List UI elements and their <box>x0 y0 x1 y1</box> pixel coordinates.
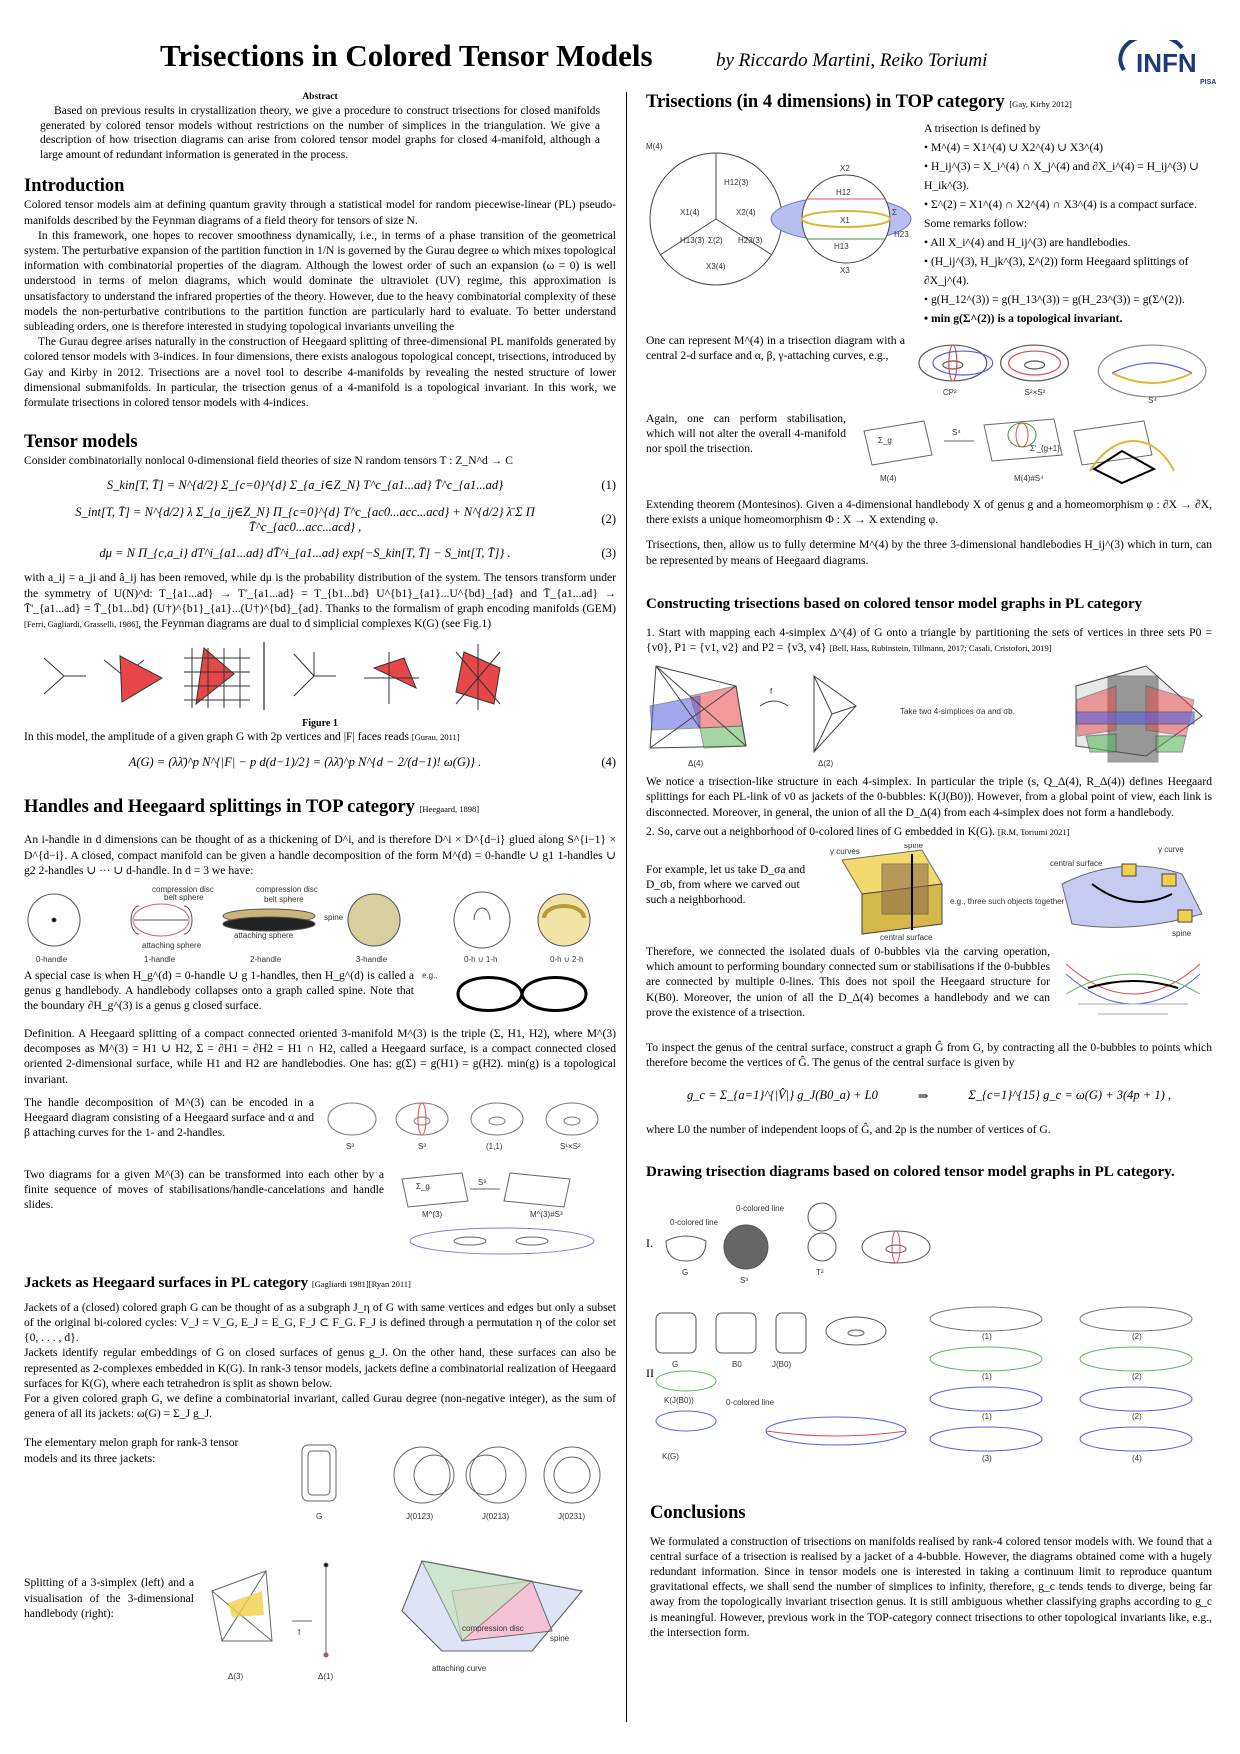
svg-text:G: G <box>682 1267 689 1277</box>
trisection-diagram-text: One can represent M^(4) in a trisection diagram with a central 2-d surface and α, β, γ-attaching curves, e.g., <box>646 334 906 363</box>
figure-1 <box>24 638 616 714</box>
definition-intro: A trisection is defined by <box>924 122 1041 135</box>
svg-text:S⁴: S⁴ <box>1148 395 1157 403</box>
svg-text:S¹×S²: S¹×S² <box>560 1141 581 1151</box>
svg-text:M(4): M(4) <box>646 142 663 151</box>
svg-text:spine: spine <box>324 913 344 923</box>
svg-text:0-colored line: 0-colored line <box>736 1203 785 1213</box>
simplex-split-figure <box>202 1531 612 1691</box>
svg-text:belt sphere: belt sphere <box>164 893 204 903</box>
trisection-determine-text: Trisections, then, allow us to fully determine M^(4) by the three 3-dimensional handlebodies H_ij^(3) which in turn, can be represented by means of Heegaard diagrams. <box>646 538 1212 567</box>
remark-4: • min g(Σ^(2)) is a topological invariant. <box>924 312 1123 325</box>
amplitude-text: In this model, the amplitude of a given graph G with 2p vertices and |F| faces reads [Gurau, 2011] <box>24 730 460 744</box>
trisection-definition <box>924 119 1212 328</box>
introduction-section <box>24 176 616 410</box>
drawing-section <box>646 1164 1212 1491</box>
genus-text: To inspect the genus of the central surface, construct a graph Ĝ from G, by contracting all the 0-bubbles to points which therefore become the vertices of Ĝ. The genus of the central surface is given by <box>646 1041 1212 1070</box>
jackets-heading: Jackets as Heegaard surfaces in PL category [Gagliardi 1981][Ryan 2011] <box>24 1274 411 1291</box>
carve-row <box>646 844 1212 940</box>
tensor-models-heading: Tensor models <box>24 432 138 453</box>
remarks-intro: Some remarks follow: <box>924 217 1028 230</box>
svg-text:Σ'_{g+1}: Σ'_{g+1} <box>1030 444 1060 453</box>
tensor-intro: Consider combinatorially nonlocal 0-dimensional field theories of size N random tensors T : Z_N^d → C <box>24 454 513 468</box>
svg-text:J(B0): J(B0) <box>772 1359 792 1369</box>
svg-text:0-h ∪ 1-h: 0-h ∪ 1-h <box>464 955 498 965</box>
handlebody-row <box>24 968 616 1020</box>
conclusions-section <box>646 1503 1212 1640</box>
svg-text:attaching sphere: attaching sphere <box>234 931 294 941</box>
handles-paragraph-4: The handle decomposition of M^(3) can be encoded in a Heegaard diagram consisting of a Heegaard surface and α and β attaching curves for the 1- and 2-handles. <box>24 1095 314 1140</box>
jackets-paragraph-3: For a given colored graph G, we define a combinatorial invariant, called Gurau degree (non-negative integer), as the sum of genera of all its jackets: ω(G) = Σ_J g_J. <box>24 1392 616 1421</box>
svg-text:M^(3)#S³: M^(3)#S³ <box>530 1209 563 1219</box>
svg-text:e.g.,: e.g., <box>422 971 438 981</box>
figure-1-caption: Figure 1 <box>302 718 338 730</box>
trisection-diagram-examples <box>913 333 1212 403</box>
poster-title: Trisections in Colored Tensor Models <box>160 38 653 73</box>
remark-3: • g(H_12^(3)) = g(H_13^(3)) = g(H_23^(3)) = g(Σ^(2)). <box>924 293 1185 306</box>
trisection-diagram-row <box>646 333 1212 403</box>
carve-text: For example, let us take D_σa and D_σb, from where we carved out such a neighborhood. <box>646 863 806 907</box>
svg-text:H12: H12 <box>836 188 851 197</box>
heegaard-diagram-row <box>24 1095 616 1153</box>
logo-sub: PISA <box>1200 79 1217 86</box>
svg-text:S³: S³ <box>740 1275 748 1285</box>
handles-paragraph-2: A special case is when H_g^(d) = 0-handle ∪ g 1-handles, then H_g^(d) is called a genus g handlebody. A handlebody collapses onto a graph called spine. Note that the boundary ∂H_g^(3) is a genus g closed surface. <box>24 969 414 1013</box>
svg-text:S⁴: S⁴ <box>952 428 961 437</box>
svg-text:(2): (2) <box>1132 1411 1142 1421</box>
svg-text:spine: spine <box>904 844 924 851</box>
trisection-figures <box>646 119 916 329</box>
svg-text:M(4)#S⁴: M(4)#S⁴ <box>1014 474 1044 483</box>
svg-text:Δ(2): Δ(2) <box>818 759 834 769</box>
handles-paragraph-5: Two diagrams for a given M^(3) can be transformed into each other by a finite sequence of moves of stabilisations/handle-cancelations and handle slides. <box>24 1167 384 1212</box>
svg-text:spine: spine <box>1172 929 1192 939</box>
svg-text:(4): (4) <box>1132 1453 1142 1463</box>
svg-text:H13(3): H13(3) <box>680 236 705 245</box>
split-text: Splitting of a 3-simplex (left) and a visualisation of the 3-dimensional handlebody (right): <box>24 1576 194 1620</box>
svg-text:3-handle: 3-handle <box>356 955 388 965</box>
svg-text:X1: X1 <box>840 216 850 225</box>
column-divider <box>626 92 627 1722</box>
svg-text:H23(3): H23(3) <box>738 236 763 245</box>
definition-bullet-3: • Σ^(2) = X1^(4) ∩ X2^(4) ∩ X3^(4) is a compact surface. <box>924 198 1197 211</box>
definition-bullet-1: • M^(4) = X1^(4) ∪ X2^(4) ∪ X3^(4) <box>924 141 1103 154</box>
right-column <box>646 92 1212 1640</box>
svg-text:G: G <box>316 1512 323 1522</box>
svg-text:J(0213): J(0213) <box>482 1512 510 1522</box>
tensor-models-section <box>24 432 616 779</box>
svg-text:compression disc: compression disc <box>152 885 214 895</box>
intro-paragraph-2: In this framework, one hopes to recover smoothness dynamically, i.e., in terms of a phase transition of the geometrical system. The perturbative expansion of the partition function in 1/N is governed by the Gurau degree ω which mixes topological information with combinatorial properties of the diagram. Although the lowest order of such an expansion (ω = 0) is well understood in terms of melon diagrams, which would dominate the ultraviolet (UV) regime, this approximation is unsatisfactory to understand the infrared properties of the theory. However, due to the heavy combinatorial complexity of these models the non-perturbative contributions to the partition function are particularly hard to evaluate. To better understand subleading orders, one is therefore interested in studying topological invariants unveiling the <box>24 228 616 333</box>
svg-text:(3): (3) <box>982 1453 992 1463</box>
connect-figure <box>1058 944 1208 1032</box>
equation-2: S_int[T, T̄] = N^{d/2} λ Σ_{a_ij∈Z_N} Π_{c=0}^{d} T^c_{ac0...acc...acd} + N^{d/2} λ̄ Σ Π T̄^c_{ac0...acc...acd} , (2) <box>75 504 616 534</box>
trisection-stab-figure <box>854 411 1194 489</box>
carve-figure <box>822 844 1212 940</box>
svg-text:belt sphere: belt sphere <box>264 895 304 905</box>
svg-text:compression disc: compression disc <box>256 885 318 895</box>
melon-text: The elementary melon graph for rank-3 tensor models and its three jackets: <box>24 1436 239 1465</box>
svg-text:B0: B0 <box>732 1359 742 1369</box>
equation-3: dμ = N Π_{c,a_i} dT^i_{a1...ad} dT̄^i_{a1...ad} exp{−S_kin[T, T̄] − S_int[T, T̄]} . (3) <box>99 545 616 560</box>
svg-text:I.: I. <box>646 1235 653 1250</box>
svg-text:S³: S³ <box>478 1177 486 1187</box>
svg-text:0-colored line: 0-colored line <box>670 1217 719 1227</box>
trisections-heading: Trisections (in 4 dimensions) in TOP category [Gay, Kirby 2012] <box>646 92 1072 112</box>
handles-figure <box>24 878 616 968</box>
handles-section <box>24 797 616 1258</box>
jackets-paragraph-2: Jackets identify regular embeddings of G on closed surfaces of genus g_J. On the other hand, these surfaces can also be represented as 2-complexes embedded in K(G). In rank-3 tensor models, jackets define a combinatorial realization of Heegaard surfaces for K(G), where each tetrahedron is split as shown below. <box>24 1346 616 1390</box>
svg-text:0-colored line: 0-colored line <box>726 1397 775 1407</box>
stabilisation-row <box>24 1167 616 1259</box>
infn-logo <box>1116 40 1226 88</box>
poster-authors: by Riccardo Martini, Reiko Toriumi <box>716 50 988 71</box>
svg-text:attaching curve: attaching curve <box>432 1664 487 1674</box>
step-2-text: 2. So, carve out a neighborhood of 0-colored lines of G embedded in K(G). [R.M, Toriumi 2021] <box>646 824 1070 838</box>
svg-text:Σ(2): Σ(2) <box>708 236 723 245</box>
svg-text:X3: X3 <box>840 266 850 275</box>
handles-paragraph-1: An i-handle in d dimensions can be thought of as a thickening of D^i, and is therefore D^i × D^{d−i} glued along S^{i−1} × D^{d−i}. A closed, compact manifold can be given a handle decomposition of the form M^(d) = 0-handle ∪ g1 1-handles ∪ g2 2-handles ∪ ··· ∪ d-handle. In d = 3 we have: <box>24 833 616 877</box>
remark-1: • All X_i^(4) and H_ij^(3) are handlebodies. <box>924 236 1131 249</box>
stabilisation-figure <box>392 1167 612 1259</box>
svg-text:X1(4): X1(4) <box>680 208 700 217</box>
svg-text:e.g., three such objects toget: e.g., three such objects together <box>950 897 1065 907</box>
svg-text:spine: spine <box>550 1634 570 1644</box>
jackets-paragraph-1: Jackets of a (closed) colored graph G can be thought of as a subgraph J_η of G with same vertices and edges but only a subset of the original bi-colored cycles: V_J = V_G, E_J = E_G, F_J ⊂ F_G. F_J is defined through a permutation η of the color set {0, . . . , d}. <box>24 1300 616 1345</box>
svg-text:Σ: Σ <box>892 208 897 217</box>
remark-2: • (H_ij^(3), H_jk^(3), Σ^(2)) form Heegaard splittings of ∂X_j^(4). <box>924 255 1189 287</box>
abstract-heading: Abstract <box>302 92 338 102</box>
svg-text:0-h ∪ 2-h: 0-h ∪ 2-h <box>550 955 584 965</box>
svg-text:(2): (2) <box>1132 1331 1142 1341</box>
drawing-figure <box>646 1191 1212 1491</box>
svg-text:1-handle: 1-handle <box>144 955 176 965</box>
svg-text:(1): (1) <box>982 1411 992 1421</box>
svg-text:γ curve: γ curve <box>1158 845 1184 855</box>
svg-text:f: f <box>770 687 773 697</box>
jackets-section <box>24 1275 616 1692</box>
constructing-section <box>646 596 1212 1138</box>
svg-text:central surface: central surface <box>1050 859 1103 869</box>
abstract-section <box>24 92 616 162</box>
svg-text:X3(4): X3(4) <box>706 262 726 271</box>
trisections-section <box>646 92 1212 568</box>
svg-text:K(J(B0)): K(J(B0)) <box>664 1395 694 1405</box>
svg-text:T²: T² <box>816 1267 824 1277</box>
equation-1: S_kin[T, T̄] = N^{d/2} Σ_{c=0}^{d} Σ_{a_i∈Z_N} T^c_{a1...ad} T̄^c_{a1...ad} (1) <box>106 477 616 493</box>
conclusions-heading: Conclusions <box>650 1502 746 1523</box>
equation-4: A(G) = (λλ̄)^p N^{|F| − p d(d−1)/2} = (λλ̄)^p N^{d − 2/(d−1)! ω(G)} . (4) <box>128 754 616 769</box>
logo-text: INFN <box>1136 48 1197 78</box>
svg-text:Σ_g: Σ_g <box>416 1181 430 1191</box>
svg-text:attaching sphere: attaching sphere <box>142 941 202 951</box>
svg-text:Σ_g: Σ_g <box>878 436 892 445</box>
intro-paragraph-3: The Gurau degree arises naturally in the construction of Heegaard splitting of three-dimensional PL manifolds generated by colored tensor models with 3-indices. In four dimensions, there exists analogous topological concept, trisections, introduced by Gay and Kirby in 2012. Trisections are a novel tool to describe 4-manifolds by revealing the nested structure of lower dimensional submanifolds. In particular, the trisection genus of a 4-manifold is a topological invariant. In this work, we formulate trisections in colored tensor models with 4-indices. <box>24 335 616 410</box>
svg-text:(1,1): (1,1) <box>486 1141 503 1151</box>
svg-text:central surface: central surface <box>880 933 933 941</box>
left-column <box>24 92 616 1691</box>
genus-two-surface <box>422 968 612 1020</box>
heegaard-diagrams-figure <box>322 1095 612 1153</box>
intro-paragraph-1: Colored tensor models aim at defining quantum gravity through a statistical model for random piecewise-linear (PL) pseudo-manifolds described by the Feynman diagrams of a field theory for tensors of size N. <box>24 198 616 227</box>
svg-text:Δ(3): Δ(3) <box>228 1672 244 1682</box>
svg-text:Take two 4-simplices σa and σb: Take two 4-simplices σa and σb. <box>900 707 1015 717</box>
connect-text: Therefore, we connected the isolated duals of 0-bubbles via the carving operation, which amount to performing boundary connected sum or stabilisations if the 0-bubbles are connected by multiple 0-lines. This does not spoil the Heegaard structure for K(B0). Moreover, the union of all the D_Δ(4) becomes a handlebody and we can prove the existence of a trisection. <box>646 945 1050 1019</box>
svg-text:CP²: CP² <box>942 387 957 397</box>
definition-bullet-2: • H_ij^(3) = X_i^(4) ∩ X_j^(4) and ∂X_i^(4) = H_ij^(3) ∪ H_ik^(3). <box>924 160 1199 192</box>
svg-text:Δ(1): Δ(1) <box>318 1672 334 1682</box>
handles-heading: Handles and Heegaard splittings in TOP category [Heegaard, 1898] <box>24 797 480 818</box>
svg-text:H12(3): H12(3) <box>724 178 749 187</box>
svg-text:S²×S²: S²×S² <box>1024 387 1046 397</box>
svg-text:J(0123): J(0123) <box>406 1512 434 1522</box>
trisection-stab-row <box>646 411 1212 489</box>
svg-text:f: f <box>298 1628 301 1638</box>
notice-text: We notice a trisection-like structure in each 4-simplex. In particular the triple (s, Q_Δ(4), R_Δ(4)) defines Heegaard splittings for each PL-link of v0 as jackets of the 0-bubbles: K(J(B0)). However, from a global point of view, each link is disconnected. Moreover, in general, the union of all the D_Δ(4) from each 4-simplex does not form a handlebody. <box>646 775 1212 819</box>
handles-paragraph-3: Definition. A Heegaard splitting of a compact connected oriented 3-manifold M^(3) is the triple (Σ, H1, H2), where M^(3) decomposes as M^(3) = H1 ∪ H2, Σ = ∂H1 = ∂H2 = H1 ∩ H2, called a Heegaard surface, is a compact connected closed oriented 2-dimensional surface, while H1 and H2 are handlebodies. One has: g(Σ) = g(H1) = g(H2). min(g) is a topological invariant. <box>24 1027 616 1086</box>
simplex-mapping-figure <box>646 656 1212 768</box>
drawing-heading: Drawing trisection diagrams based on colored tensor model graphs in PL category. <box>646 1163 1175 1180</box>
svg-text:G: G <box>672 1359 679 1369</box>
svg-text:γ curves: γ curves <box>830 847 860 857</box>
introduction-heading: Introduction <box>24 176 125 197</box>
svg-text:X2: X2 <box>840 164 850 173</box>
conclusions-text: We formulated a construction of trisections on manifolds realised by rank-4 colored tensor models with. We found that a central surface of a trisection is realised by a jacket of a 4-bubble. However, the diagrams obtained come with a hugely redundant information. Since in tensor models one is interested in taking a continuum limit to reproduce quantum gravitational effects, we shall send the number of simplices to infinity, therefore, g_c tends tends to diverge, being far away from the topologically invariant trisection genus. It is still ambiguous whether classifying graphs according to g_c is meaningful. However, previous work in the TOP-category connect trisections to other topological invariants like, e.g., the intersection form. <box>650 1534 1212 1639</box>
svg-text:2-handle: 2-handle <box>250 955 282 965</box>
melon-jackets-figure <box>262 1435 612 1525</box>
melon-row <box>24 1435 616 1525</box>
abstract-text: Based on previous results in crystallization theory, we give a procedure to construct trisections for closed manifolds generated by colored tensor models without restrictions on the number of simplices in the triangulation. We give a description of how trisection diagrams can arise from colored tensor model graphs for closed 4-manifold, although a large amount of redundant information is generated in the process. <box>40 104 600 161</box>
svg-text:H13: H13 <box>834 242 849 251</box>
svg-text:X2(4): X2(4) <box>736 208 756 217</box>
svg-text:J(0231): J(0231) <box>558 1512 586 1522</box>
svg-text:S³: S³ <box>346 1141 354 1151</box>
tensor-after-text: with a_ij = a_ji and â_ij has been removed, while dμ is the probability distribution of the system. The tensors transform under the symmetry of U(N)^d: T_{a1...ad} → T'_{a1...ad} = T_{b1...bd} U^{b1}_{a1}...U^{bd}_{ad} and T̄_{a1...ad} → T̄'_{a1...ad} = T̄_{b1...bd} (U†)^{b1}_{a1}...(U†)^{bd}_{ad}. Thanks to the formalism of graph encoding manifolds (GEM) [Ferri, Gagliardi, Grasselli, 1986], the Feynman diagrams are dual to d simplicial complexes K(G) (see Fig.1) <box>24 571 616 631</box>
svg-text:K(G): K(G) <box>662 1451 679 1461</box>
svg-text:(1): (1) <box>982 1331 992 1341</box>
genus-after-text: where L0 the number of independent loops of Ĝ, and 2p is the number of vertices of G. <box>646 1123 1051 1137</box>
genus-equation: g_c = Σ_{a=1}^{|V̂|} g_J(B0_a) + L0 ⇒ Σ_{c=1}^{15} g_c = ω(G) + 3(4p + 1) , <box>686 1088 1172 1104</box>
svg-text:H23: H23 <box>894 230 909 239</box>
split-row <box>24 1531 616 1691</box>
svg-text:(2): (2) <box>1132 1371 1142 1381</box>
step-1-text: 1. Start with mapping each 4-simplex Δ^(4) of G onto a triangle by partitioning the sets of vertices in three sets P0 = {v0}, P1 = {v1, v2} and P2 = {v3, v4} [Bell, Hass, Rubinstein, Tillmann, 2017; Casali, Cristofori, 2019] <box>646 625 1212 655</box>
svg-text:M(4): M(4) <box>880 474 897 483</box>
svg-text:S³: S³ <box>418 1141 426 1151</box>
connect-row <box>646 944 1212 1032</box>
montesinos-theorem: Extending theorem (Montesinos). Given a 4-dimensional handlebody X of genus g and a homeomorphism φ : ∂X → ∂X, there exists a unique homeomorphism Φ : X → X extending φ. <box>646 498 1212 527</box>
svg-text:Δ(4): Δ(4) <box>688 759 704 769</box>
trisection-stab-text: Again, one can perform stabilisation, which will not alter the overall 4-manifold nor spoil the trisection. <box>646 412 846 456</box>
constructing-heading: Constructing trisections based on colored tensor model graphs in PL category <box>646 595 1143 612</box>
svg-text:0-handle: 0-handle <box>36 955 68 965</box>
svg-text:M^(3): M^(3) <box>422 1209 443 1219</box>
svg-text:(1): (1) <box>982 1371 992 1381</box>
svg-text:compression disc: compression disc <box>462 1624 524 1634</box>
svg-text:II: II <box>646 1365 654 1380</box>
trisection-definition-row <box>646 119 1212 329</box>
